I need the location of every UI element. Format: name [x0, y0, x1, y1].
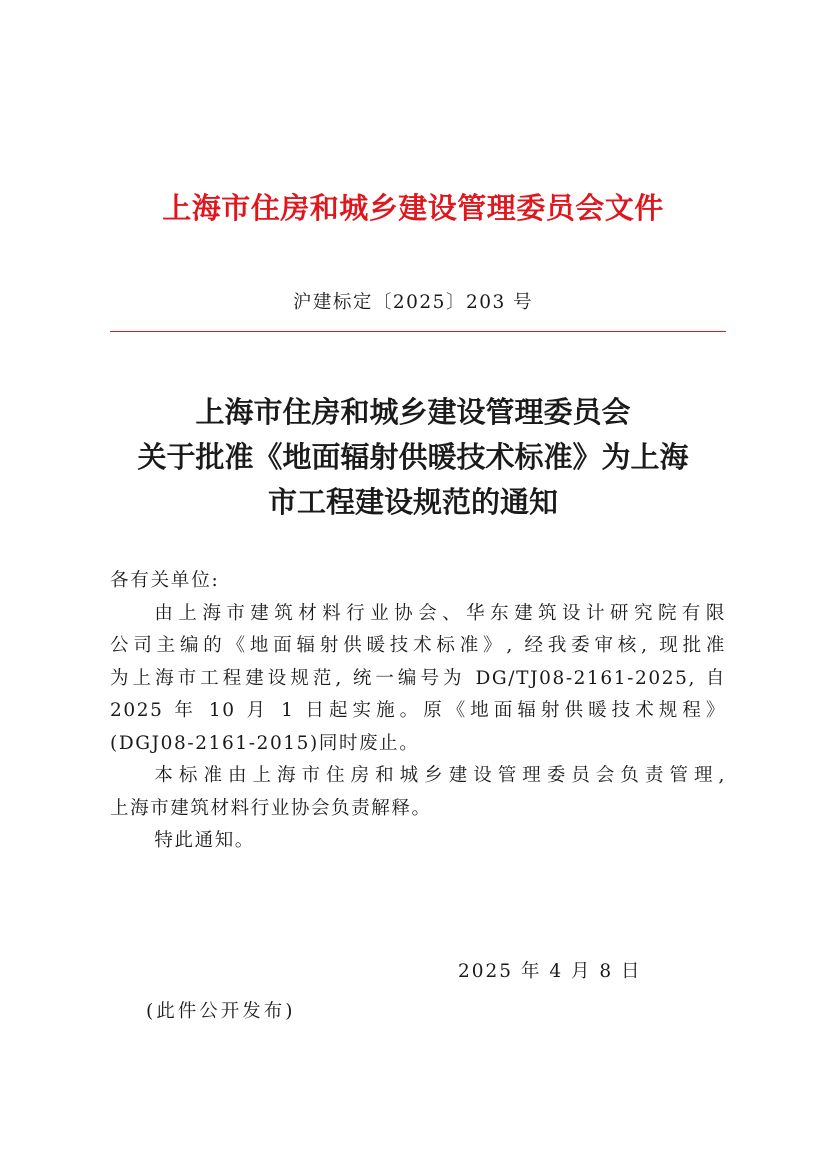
paragraph-line: 本标准由上海市住房和城乡建设管理委员会负责管理,	[154, 765, 726, 786]
title-line-3: 市工程建设规范的通知	[267, 485, 558, 519]
title-line-2: 关于批准《地面辐射供暖技术标准》为上海	[137, 440, 689, 474]
document-body	[110, 565, 726, 858]
paragraph-approval	[110, 598, 726, 761]
paragraph-line: 2025 年 10 月 1 日起实施。原《地面辐射供暖技术规程》	[110, 700, 726, 721]
closing-text: 特此通知。	[154, 830, 255, 851]
title-line-1: 上海市住房和城乡建设管理委员会	[195, 395, 631, 429]
issuer-header: 上海市住房和城乡建设管理委员会文件	[162, 191, 664, 225]
paragraph-line: 为上海市工程建设规范, 统一编号为 DG/TJ08-2161-2025, 自	[110, 667, 726, 689]
document-title	[96, 390, 730, 525]
paragraph-line: 由上海市建筑材料行业协会、华东建筑设计研究院有限	[154, 602, 726, 624]
salutation: 各有关单位:	[110, 570, 220, 591]
issue-date: 2025 年 4 月 8 日	[458, 961, 642, 982]
closing-remark	[110, 825, 726, 858]
paragraph-line: 公司主编的《地面辐射供暖技术标准》, 经我委审核, 现批准	[110, 635, 726, 656]
paragraph-responsibility	[110, 760, 726, 825]
release-note: (此件公开发布)	[146, 1001, 296, 1022]
document-number: 沪建标定〔2025〕203 号	[292, 292, 534, 313]
red-divider-line	[110, 331, 726, 332]
paragraph-line: 上海市建筑材料行业协会负责解释。	[110, 797, 432, 819]
paragraph-line: (DGJ08-2161-2015)同时废止。	[110, 732, 420, 754]
